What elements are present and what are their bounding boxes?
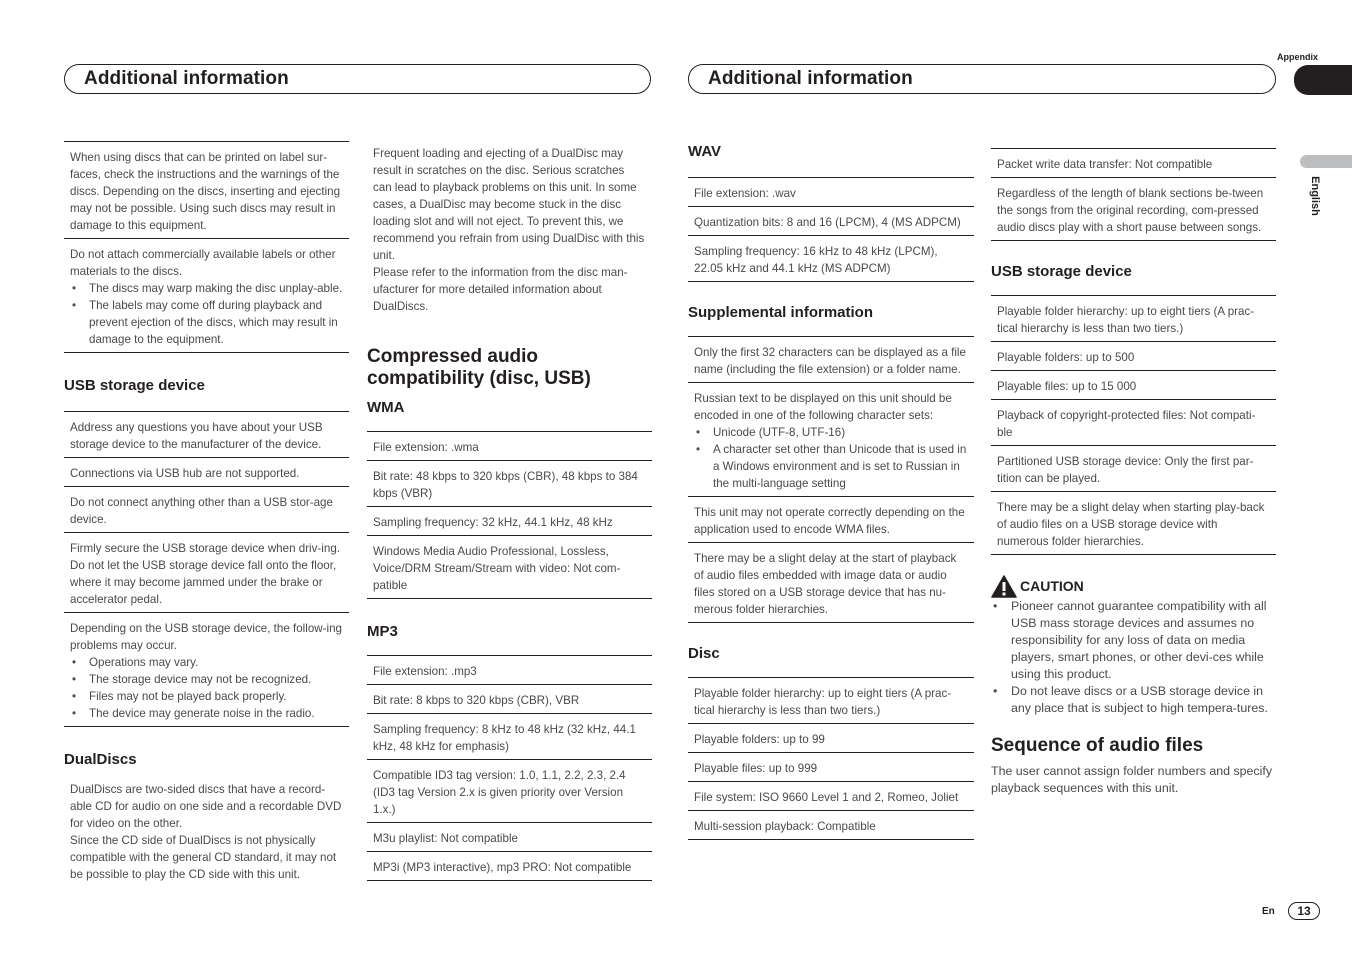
bullet-item: • Pioneer cannot guarantee compatibility with all USB mass storage devices and assumes no responsibility for any loss of data on media players, smart phones, or other devi-ces while using this product. [991,598,1276,683]
row-text: Windows Media Audio Professional, Lossless, Voice/DRM Stream/Stream with video: Not com-patible [373,545,621,592]
table-row [367,760,652,823]
right-page-title: Additional information [708,68,913,89]
table-row [64,613,349,727]
row-text: Regardless of the length of blank sections be-tween the songs from the original recording, com-pressed audio discs play with a short pause between songs. [997,187,1264,234]
row-text: File extension: .mp3 [373,665,477,678]
row-text: When using discs that can be printed on label sur-faces, check the instructions and the warnings of the discs. Depending on the discs, inserting and ejecting may not be possible. Using such discs may result in damage to this equipment. [70,151,341,232]
mp3-table [367,655,652,881]
table-row [367,656,652,685]
row-text: Playable folders: up to 500 [997,351,1135,364]
usb-notes-table [64,411,349,727]
bullet-item: • The discs may warp making the disc unplay-able. [70,280,343,297]
usb-storage-heading: USB storage device [991,263,1132,280]
row-text: Firmly secure the USB storage device when driv-ing. Do not let the USB storage device fall onto the floor, where it may become jammed under the brake or accelerator pedal. [70,542,340,606]
wma-table [367,431,652,599]
row-text: File system: ISO 9660 Level 1 and 2, Romeo, Joliet [694,791,959,804]
table-row [367,432,652,461]
bullet-item: • The storage device may not be recognized. [70,671,343,688]
language-code: En [1262,906,1275,917]
table-row [367,823,652,852]
paragraph: Since the CD side of DualDiscs is not physically compatible with the general CD standard, it may not be possible to play the CD side with this unit. [70,834,337,881]
sequence-heading: Sequence of audio files [991,735,1204,756]
row-text: File extension: .wma [373,441,479,454]
mp3-heading: MP3 [367,623,398,640]
bullet-item: • The labels may come off during playback and prevent ejection of the discs, which may result in damage to the equipment. [70,297,343,348]
row-text: Multi-session playback: Compatible [694,820,876,833]
disc-notes-table [64,141,349,353]
row-text: Connections via USB hub are not supported. [70,467,300,480]
column-3 [688,143,974,840]
table-row [64,458,349,487]
table-row [991,296,1276,342]
supplemental-table [688,336,974,623]
caution-list [991,598,1276,717]
dualdiscs-heading: DualDiscs [64,751,137,768]
table-row [688,753,974,782]
row-text: Only the first 32 characters can be displayed as a file name (including the file extension) or a folder name. [694,346,966,376]
row-text: Sampling frequency: 8 kHz to 48 kHz (32 kHz, 44.1 kHz, 48 kHz for emphasis) [373,723,636,753]
disc-table [688,677,974,840]
bullet-item: • Do not leave discs or a USB storage device in any place that is subject to high tempera-tures. [991,683,1276,717]
row-text: Bit rate: 48 kbps to 320 kbps (CBR), 48 kbps to 384 kbps (VBR) [373,470,638,500]
paragraph: Please refer to the information from the disc man-ufacturer for more detailed information about DualDiscs. [373,266,628,313]
warning-icon [991,575,1017,598]
row-text: This unit may not operate correctly depending on the application used to encode WMA files. [694,506,965,536]
bullet-item: • The device may generate noise in the radio. [70,705,343,722]
appendix-label: Appendix [1277,52,1319,62]
table-row [688,207,974,236]
bullet-item: • Operations may vary. [70,654,343,671]
row-text: Playable files: up to 999 [694,762,818,775]
table-row [64,533,349,613]
row-text: Playable folder hierarchy: up to eight tiers (A prac-tical hierarchy is less than two tiers.) [997,305,1255,335]
caution-block [991,575,1276,598]
compressed-audio-heading: Compressed audio compatibility (disc, USB) [367,346,591,389]
table-row [688,543,974,623]
row-text: Depending on the USB storage device, the follow-ing problems may occur. [70,622,342,652]
caution-label: CAUTION [1020,578,1084,594]
table-row [64,412,349,458]
language-tab [1300,155,1352,168]
row-text: Do not connect anything other than a USB stor-age device. [70,496,333,526]
row-text: Bit rate: 8 kbps to 320 kbps (CBR), VBR [373,694,580,707]
row-text: Playback of copyright-protected files: Not compati-ble [997,409,1256,439]
right-page-header [688,64,1276,94]
row-text: Compatible ID3 tag version: 1.0, 1.1, 2.2, 2.3, 2.4 (ID3 tag Version 2.x is given priority over Version 1.x.) [373,769,626,816]
row-text: Partitioned USB storage device: Only the first par-tition can be played. [997,455,1254,485]
bullet-item: • Unicode (UTF-8, UTF-16) [694,424,968,441]
disc-heading: Disc [688,645,720,662]
row-text: Packet write data transfer: Not compatible [997,158,1213,171]
row-text: MP3i (MP3 interactive), mp3 PRO: Not compatible [373,861,632,874]
table-row [688,782,974,811]
table-row [688,724,974,753]
table-row [367,714,652,760]
wma-heading: WMA [367,399,405,416]
table-row [991,492,1276,555]
row-text: Quantization bits: 8 and 16 (LPCM), 4 (MS ADPCM) [694,216,961,229]
table-row [991,371,1276,400]
row-text: Sampling frequency: 32 kHz, 44.1 kHz, 48 kHz [373,516,613,529]
row-text: Sampling frequency: 16 kHz to 48 kHz (LPCM), 22.05 kHz and 44.1 kHz (MS ADPCM) [694,245,938,275]
row-text: Russian text to be displayed on this unit should be encoded in one of the following character sets: [694,392,952,422]
table-row [688,178,974,207]
row-text: Do not attach commercially available labels or other materials to the discs. [70,248,336,278]
section-tab [1294,65,1352,95]
column-1 [64,141,349,883]
paragraph: DualDiscs are two-sided discs that have a record-able CD for audio on one side and a recordable DVD for video on the other. [70,783,342,830]
table-row [688,497,974,543]
table-row [367,685,652,714]
row-text: Playable files: up to 15 000 [997,380,1137,393]
table-row [688,383,974,497]
table-row [367,536,652,599]
row-text: Playable folders: up to 99 [694,733,825,746]
row-text: File extension: .wav [694,187,796,200]
column-4 [991,148,1276,797]
table-row [64,142,349,239]
column-2 [367,145,652,881]
row-text: Playable folder hierarchy: up to eight tiers (A prac-tical hierarchy is less than two tiers.) [694,687,952,717]
table-row [991,149,1276,178]
table-row [64,487,349,533]
table-row [688,678,974,724]
table-row [991,446,1276,492]
paragraph: Frequent loading and ejecting of a DualDisc may result in scratches on the disc. Serious scratches can lead to playback problems on this unit. In some cases, a DualDisc may become stuck in the disc loading slot and will not eject. To prevent this, we recommend you refrain from using DualDisc with this unit. [373,147,645,262]
table-row [688,811,974,840]
left-page-title: Additional information [84,68,289,89]
table-row [991,400,1276,446]
sequence-text: The user cannot assign folder numbers and specify playback sequences with this unit. [991,764,1273,795]
table-row [688,236,974,282]
table-row [991,342,1276,371]
row-text: There may be a slight delay at the start of playback of audio files embedded with image data or audio files stored on a USB storage device that has nu-merous folder hierarchies. [694,552,957,616]
bullet-item: • Files may not be played back properly. [70,688,343,705]
table-row [64,239,349,353]
row-text: There may be a slight delay when starting play-back of audio files on a USB storage device with numerous folder hierarchies. [997,501,1265,548]
table-row [367,507,652,536]
page-number: 13 [1288,902,1320,920]
left-page-header [64,64,651,94]
supplemental-heading: Supplemental information [688,304,874,321]
bullet-item: • A character set other than Unicode that is used in a Windows environment and is set to Russian in the multi-language setting [694,441,968,492]
language-label: English [1309,176,1321,216]
wav-table [688,177,974,282]
table-row [367,852,652,881]
row-text: M3u playlist: Not compatible [373,832,518,845]
table-row [991,178,1276,241]
table-row [367,461,652,507]
table-row [688,337,974,383]
disc-misc-table [991,148,1276,241]
row-text: Address any questions you have about your USB storage device to the manufacturer of the device. [70,421,323,451]
usb-storage-heading: USB storage device [64,377,205,394]
usb-spec-table [991,295,1276,555]
wav-heading: WAV [688,143,722,160]
